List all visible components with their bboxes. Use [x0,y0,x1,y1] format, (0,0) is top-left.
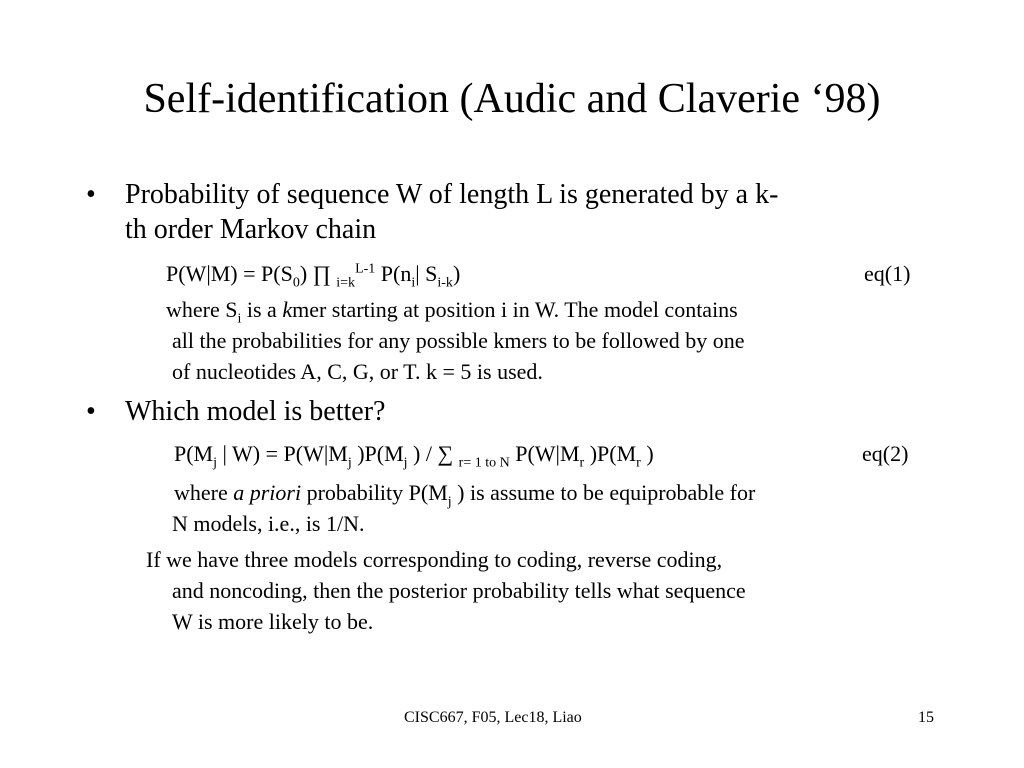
page-number: 15 [918,709,934,726]
para-3-line-3: W is more likely to be. [172,609,374,634]
equation-2: $P(M_j$ | $W) = P(W|M_j$ )$P(M_j$ ) / ∑ $_{r= 1 to N}$ $P(W|M_r$ )$P(M_r$ ) [174,441,654,471]
equation-1: $P(W|M) = P(S_0)$ ∏ $_{i=k}^{L-1}$ $P(n_i|$ $S_{i-k}$) [166,261,461,291]
slide-title: Self-identification (Audic and Claverie ‘98) [143,76,881,122]
para-3-line-1: If we have three models corresponding to coding, reverse coding, [146,547,723,572]
bullet-marker: • [86,179,96,210]
para-3-line-2: and noncoding, then the posterior probability tells what sequence [172,578,746,603]
bullet-1-line-1: Probability of sequence W of length L is generated by a k- [125,179,779,210]
para-1-line-3: of nucleotides A, C, G, or T. k = 5 is used. [172,359,543,384]
bullet-1-line-2: th order Markov chain [125,214,377,245]
equation-2-label: eq(2) [862,441,909,466]
footer-course: CISC667, F05, Lec18, Liao [404,709,582,726]
para-1-line-1: where $S_i$ is a kmer starting at position i in W. The model contains [166,297,738,327]
para-2-line-1: where a priori probability $P(M_j$ ) is assume to be equiprobable for [174,480,756,510]
para-1-line-2: all the probabilities for any possible kmers to be followed by one [172,328,745,353]
bullet-2-line-1: Which model is better? [125,396,386,427]
para-2-line-2: N models, i.e., is 1/N. [172,511,365,536]
equation-1-label: eq(1) [864,261,911,286]
bullet-marker: • [86,396,96,427]
